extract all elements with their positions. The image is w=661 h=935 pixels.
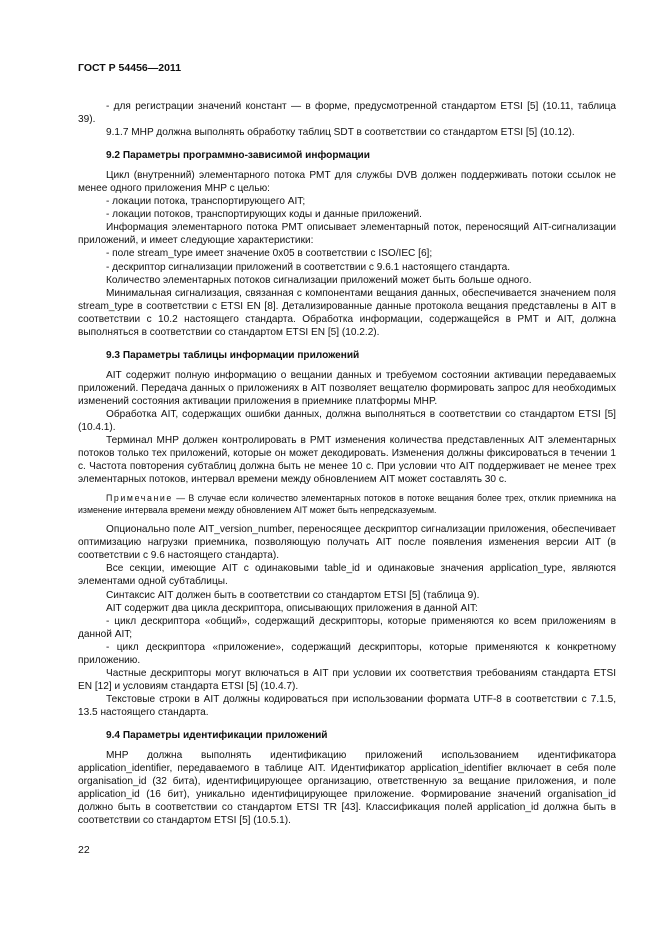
document-body [78, 100, 616, 827]
section-heading: 9.3 Параметры таблицы информации приложений [106, 349, 360, 361]
paragraph: Цикл (внутренний) элементарного потока PMT для службы DVB должен поддерживать потоки ссылок не менее одного приложения MHP с целью: [78, 170, 616, 195]
document-header: ГОСТ Р 54456—2011 [78, 62, 182, 74]
paragraph: - дескриптор сигнализации приложений в соответствии с 9.6.1 настоящего стандарта. [106, 261, 511, 273]
section-heading: 9.4 Параметры идентификации приложений [106, 729, 328, 741]
paragraph: MHP должна выполнять идентификацию приложений использованием идентификатора application_identifier, передаваемого в таблице AIT. Идентификатор application_identifier включает в себя поле organisation_id (32 бита), идентифицирующее организацию, ответственную за вещание приложения, и поле application_id (16 бит), уникально идентифицирующее приложение. Формирование значений organisation_id должно быть в соответствии со стандартом ETSI TR [43]. Классификация полей application_id должна быть в соответствии со стандартом ETSI [5] (10.5.1). [78, 750, 616, 827]
paragraph: 9.1.7 MHP должна выполнять обработку таблиц SDT в соответствии со стандартом ETSI [5] (10.12). [106, 127, 575, 139]
note-text: — В случае если количество элементарных потоков в потоке вещания более трех, отклик приемника на изменение интервала времени между обновлением AIT может быть непредсказуемым. [78, 493, 616, 516]
note-label: Примечание [106, 493, 173, 504]
paragraph: Синтаксис AIT должен быть в соответствии со стандартом ETSI [5] (таблица 9). [106, 589, 480, 601]
paragraph: Опционально поле AIT_version_number, переносящее дескриптор сигнализации приложения, обеспечивает оптимизацию нагрузки приемника, позволяющую получать AIT после появления изменения версии AIT (в соответствии с 9.6 настоящего стандарта). [78, 524, 616, 562]
paragraph: Минимальная сигнализация, связанная с компонентами вещания данных, обеспечивается значением поля stream_type в соответствии с ETSI EN [8]. Детализированные данные протокола вещания представлены в AIT в соответствии с 10.2 настоящего стандарта. Обработка информации, содержащейся в PMT и AIT, должна выполняться в соответствии со стандартом ETSI EN [5] (10.2.2). [78, 287, 616, 338]
section-heading: 9.2 Параметры программно-зависимой информации [106, 150, 370, 162]
note [78, 492, 616, 516]
paragraph: - поле stream_type имеет значение 0x05 в соответствии с ISO/IEC [6]; [106, 248, 433, 260]
paragraph: - локации потока, транспортирующего AIT; [106, 196, 306, 208]
paragraph: Текстовые строки в AIT должны кодироваться при использовании формата UTF-8 в соответствии с 7.1.5, 13.5 настоящего стандарта. [78, 693, 616, 718]
paragraph: AIT содержит два цикла дескриптора, описывающих приложения в данной AIT: [106, 602, 478, 614]
paragraph: - цикл дескриптора «общий», содержащий дескрипторы, которые применяются ко всем приложениям в данной AIT; [78, 615, 616, 640]
paragraph: AIT содержит полную информацию о вещании данных и требуемом состоянии активации передаваемых приложений. Передача данных о приложениях в AIT позволяет вещателю формировать запрос для необходимых изменений состояния активации приложения в приемнике платформы MHP. [78, 369, 616, 407]
paragraph: Все секции, имеющие AIT с одинаковыми table_id и одинаковые значения application_type, являются элементами одной субтаблицы. [78, 563, 616, 588]
page-number: 22 [78, 844, 90, 856]
paragraph: Количество элементарных потоков сигнализации приложений может быть больше одного. [106, 274, 532, 286]
paragraph: - локации потоков, транспортирующих коды и данные приложений. [106, 209, 422, 221]
paragraph: - цикл дескриптора «приложение», содержащий дескрипторы, которые применяются к конкретному приложению. [78, 641, 616, 666]
paragraph: Обработка AIT, содержащих ошибки данных, должна выполняться в соответствии со стандартом ETSI [5] (10.4.1). [78, 408, 616, 434]
paragraph: Терминал MHP должен контролировать в PMT изменения количества представленных AIT элементарных потоков только тех приложений, которые он может декодировать. Изменения должны фиксироваться в течении 1 с. Частота повторения субтаблиц должна быть не менее 10 с. При условии что AIT поддерживает не менее трех элементарных потоков, интервал времени между обновлением AIT может составлять 30 с. [78, 435, 616, 486]
paragraph: - для регистрации значений констант — в форме, предусмотренной стандартом ETSI [5] (10.11, таблица 39). [78, 101, 616, 126]
paragraph: Информация элементарного потока PMT описывает элементарный поток, переносящий AIT-сигнализации приложений, и имеет следующие характеристики: [78, 222, 616, 247]
paragraph: Частные дескрипторы могут включаться в AIT при условии их соответствия требованиям стандарта ETSI EN [12] и условиям стандарта ETSI [5] (10.4.7). [78, 667, 616, 692]
